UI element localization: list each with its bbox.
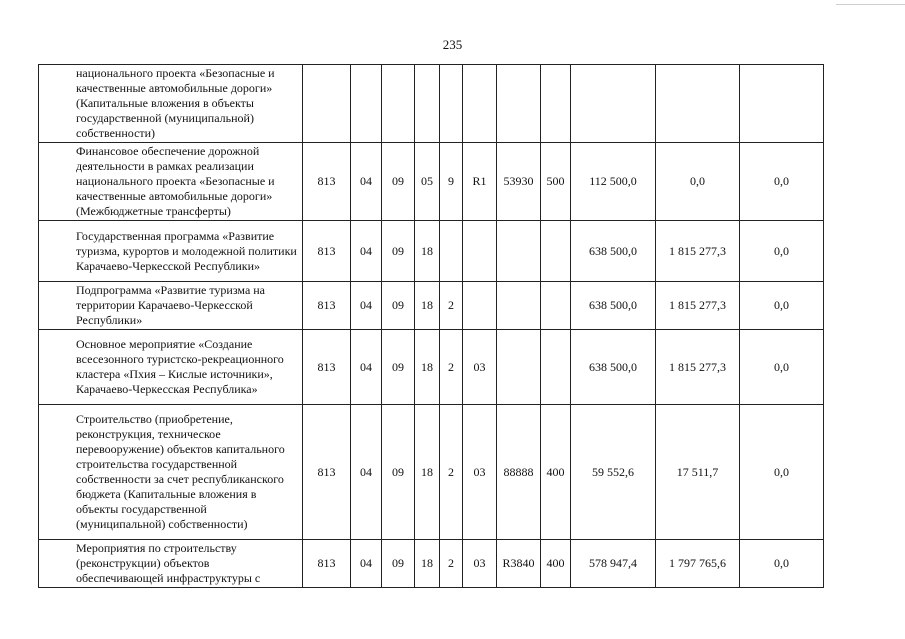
program-code-cell [415, 65, 440, 143]
budget-table [38, 64, 824, 588]
row-name-cell: Строительство (приобретение, реконструкция, техническое перевооружение) объектов капитального строительства государственной собственности за счет республиканского бюджета (Капитальные вложения в объекты государственной (муниципальной) собственности) [39, 405, 303, 540]
grbs-code-cell: 813 [303, 330, 351, 405]
grbs-code-cell: 813 [303, 221, 351, 282]
subprogram-code-cell: 2 [440, 405, 463, 540]
subprogram-code-cell [440, 221, 463, 282]
amount-year3-cell: 0,0 [740, 143, 824, 221]
amount-year2-cell: 17 511,7 [656, 405, 740, 540]
grbs-code-cell: 813 [303, 143, 351, 221]
direction-code-cell [497, 65, 541, 143]
table-row [39, 221, 824, 282]
amount-year2-cell: 0,0 [656, 143, 740, 221]
amount-year3-cell: 0,0 [740, 405, 824, 540]
direction-code-cell: R3840 [497, 540, 541, 588]
subsection-code-cell: 09 [382, 143, 415, 221]
program-code-cell: 18 [415, 540, 440, 588]
table-row [39, 282, 824, 330]
grbs-code-cell [303, 65, 351, 143]
event-code-cell: 03 [463, 330, 497, 405]
row-name-cell: национального проекта «Безопасные и качественные автомобильные дороги» (Капитальные вложения в объекты государственной (муниципальной) собственности) [39, 65, 303, 143]
direction-code-cell: 53930 [497, 143, 541, 221]
amount-year1-cell: 112 500,0 [571, 143, 656, 221]
expense-type-cell: 400 [541, 540, 571, 588]
amount-year2-cell: 1 797 765,6 [656, 540, 740, 588]
row-name-cell: Подпрограмма «Развитие туризма на территории Карачаево-Черкесской Республики» [39, 282, 303, 330]
amount-year3-cell: 0,0 [740, 330, 824, 405]
expense-type-cell [541, 330, 571, 405]
event-code-cell: 03 [463, 405, 497, 540]
amount-year1-cell [571, 65, 656, 143]
amount-year3-cell: 0,0 [740, 540, 824, 588]
subsection-code-cell: 09 [382, 330, 415, 405]
amount-year1-cell: 578 947,4 [571, 540, 656, 588]
event-code-cell [463, 221, 497, 282]
section-code-cell: 04 [351, 330, 382, 405]
row-name-cell: Государственная программа «Развитие туризма, курортов и молодежной политики Карачаево-Черкесской Республики» [39, 221, 303, 282]
event-code-cell [463, 282, 497, 330]
event-code-cell: R1 [463, 143, 497, 221]
grbs-code-cell: 813 [303, 405, 351, 540]
subprogram-code-cell: 2 [440, 282, 463, 330]
expense-type-cell: 400 [541, 405, 571, 540]
subprogram-code-cell: 2 [440, 330, 463, 405]
program-code-cell: 18 [415, 282, 440, 330]
program-code-cell: 18 [415, 405, 440, 540]
expense-type-cell [541, 65, 571, 143]
subprogram-code-cell [440, 65, 463, 143]
subsection-code-cell: 09 [382, 540, 415, 588]
section-code-cell: 04 [351, 282, 382, 330]
direction-code-cell: 88888 [497, 405, 541, 540]
section-code-cell: 04 [351, 221, 382, 282]
expense-type-cell: 500 [541, 143, 571, 221]
direction-code-cell [497, 282, 541, 330]
program-code-cell: 18 [415, 330, 440, 405]
amount-year3-cell [740, 65, 824, 143]
section-code-cell [351, 65, 382, 143]
amount-year2-cell [656, 65, 740, 143]
scan-edge-line [836, 4, 905, 5]
amount-year1-cell: 638 500,0 [571, 282, 656, 330]
subsection-code-cell: 09 [382, 405, 415, 540]
grbs-code-cell: 813 [303, 282, 351, 330]
table-row [39, 405, 824, 540]
expense-type-cell [541, 221, 571, 282]
section-code-cell: 04 [351, 405, 382, 540]
row-name-cell: Финансовое обеспечение дорожной деятельности в рамках реализации национального проекта «Безопасные и качественные автомобильные дороги» (Межбюджетные трансферты) [39, 143, 303, 221]
program-code-cell: 18 [415, 221, 440, 282]
amount-year1-cell: 638 500,0 [571, 221, 656, 282]
row-name-cell: Основное мероприятие «Создание всесезонного туристско-рекреационного кластера «Пхия – Кислые источники», Карачаево-Черкесская Республика» [39, 330, 303, 405]
event-code-cell: 03 [463, 540, 497, 588]
subsection-code-cell: 09 [382, 221, 415, 282]
table-row [39, 540, 824, 588]
amount-year2-cell: 1 815 277,3 [656, 221, 740, 282]
table-row [39, 65, 824, 143]
table-row [39, 330, 824, 405]
amount-year1-cell: 638 500,0 [571, 330, 656, 405]
program-code-cell: 05 [415, 143, 440, 221]
event-code-cell [463, 65, 497, 143]
page-number: 235 [442, 37, 463, 52]
grbs-code-cell: 813 [303, 540, 351, 588]
table-row [39, 143, 824, 221]
subprogram-code-cell: 9 [440, 143, 463, 221]
direction-code-cell [497, 330, 541, 405]
direction-code-cell [497, 221, 541, 282]
subsection-code-cell: 09 [382, 282, 415, 330]
section-code-cell: 04 [351, 143, 382, 221]
subsection-code-cell [382, 65, 415, 143]
expense-type-cell [541, 282, 571, 330]
amount-year3-cell: 0,0 [740, 282, 824, 330]
amount-year1-cell: 59 552,6 [571, 405, 656, 540]
section-code-cell: 04 [351, 540, 382, 588]
amount-year2-cell: 1 815 277,3 [656, 282, 740, 330]
row-name-cell: Мероприятия по строительству (реконструкции) объектов обеспечивающей инфраструктуры с [39, 540, 303, 588]
amount-year3-cell: 0,0 [740, 221, 824, 282]
subprogram-code-cell: 2 [440, 540, 463, 588]
amount-year2-cell: 1 815 277,3 [656, 330, 740, 405]
